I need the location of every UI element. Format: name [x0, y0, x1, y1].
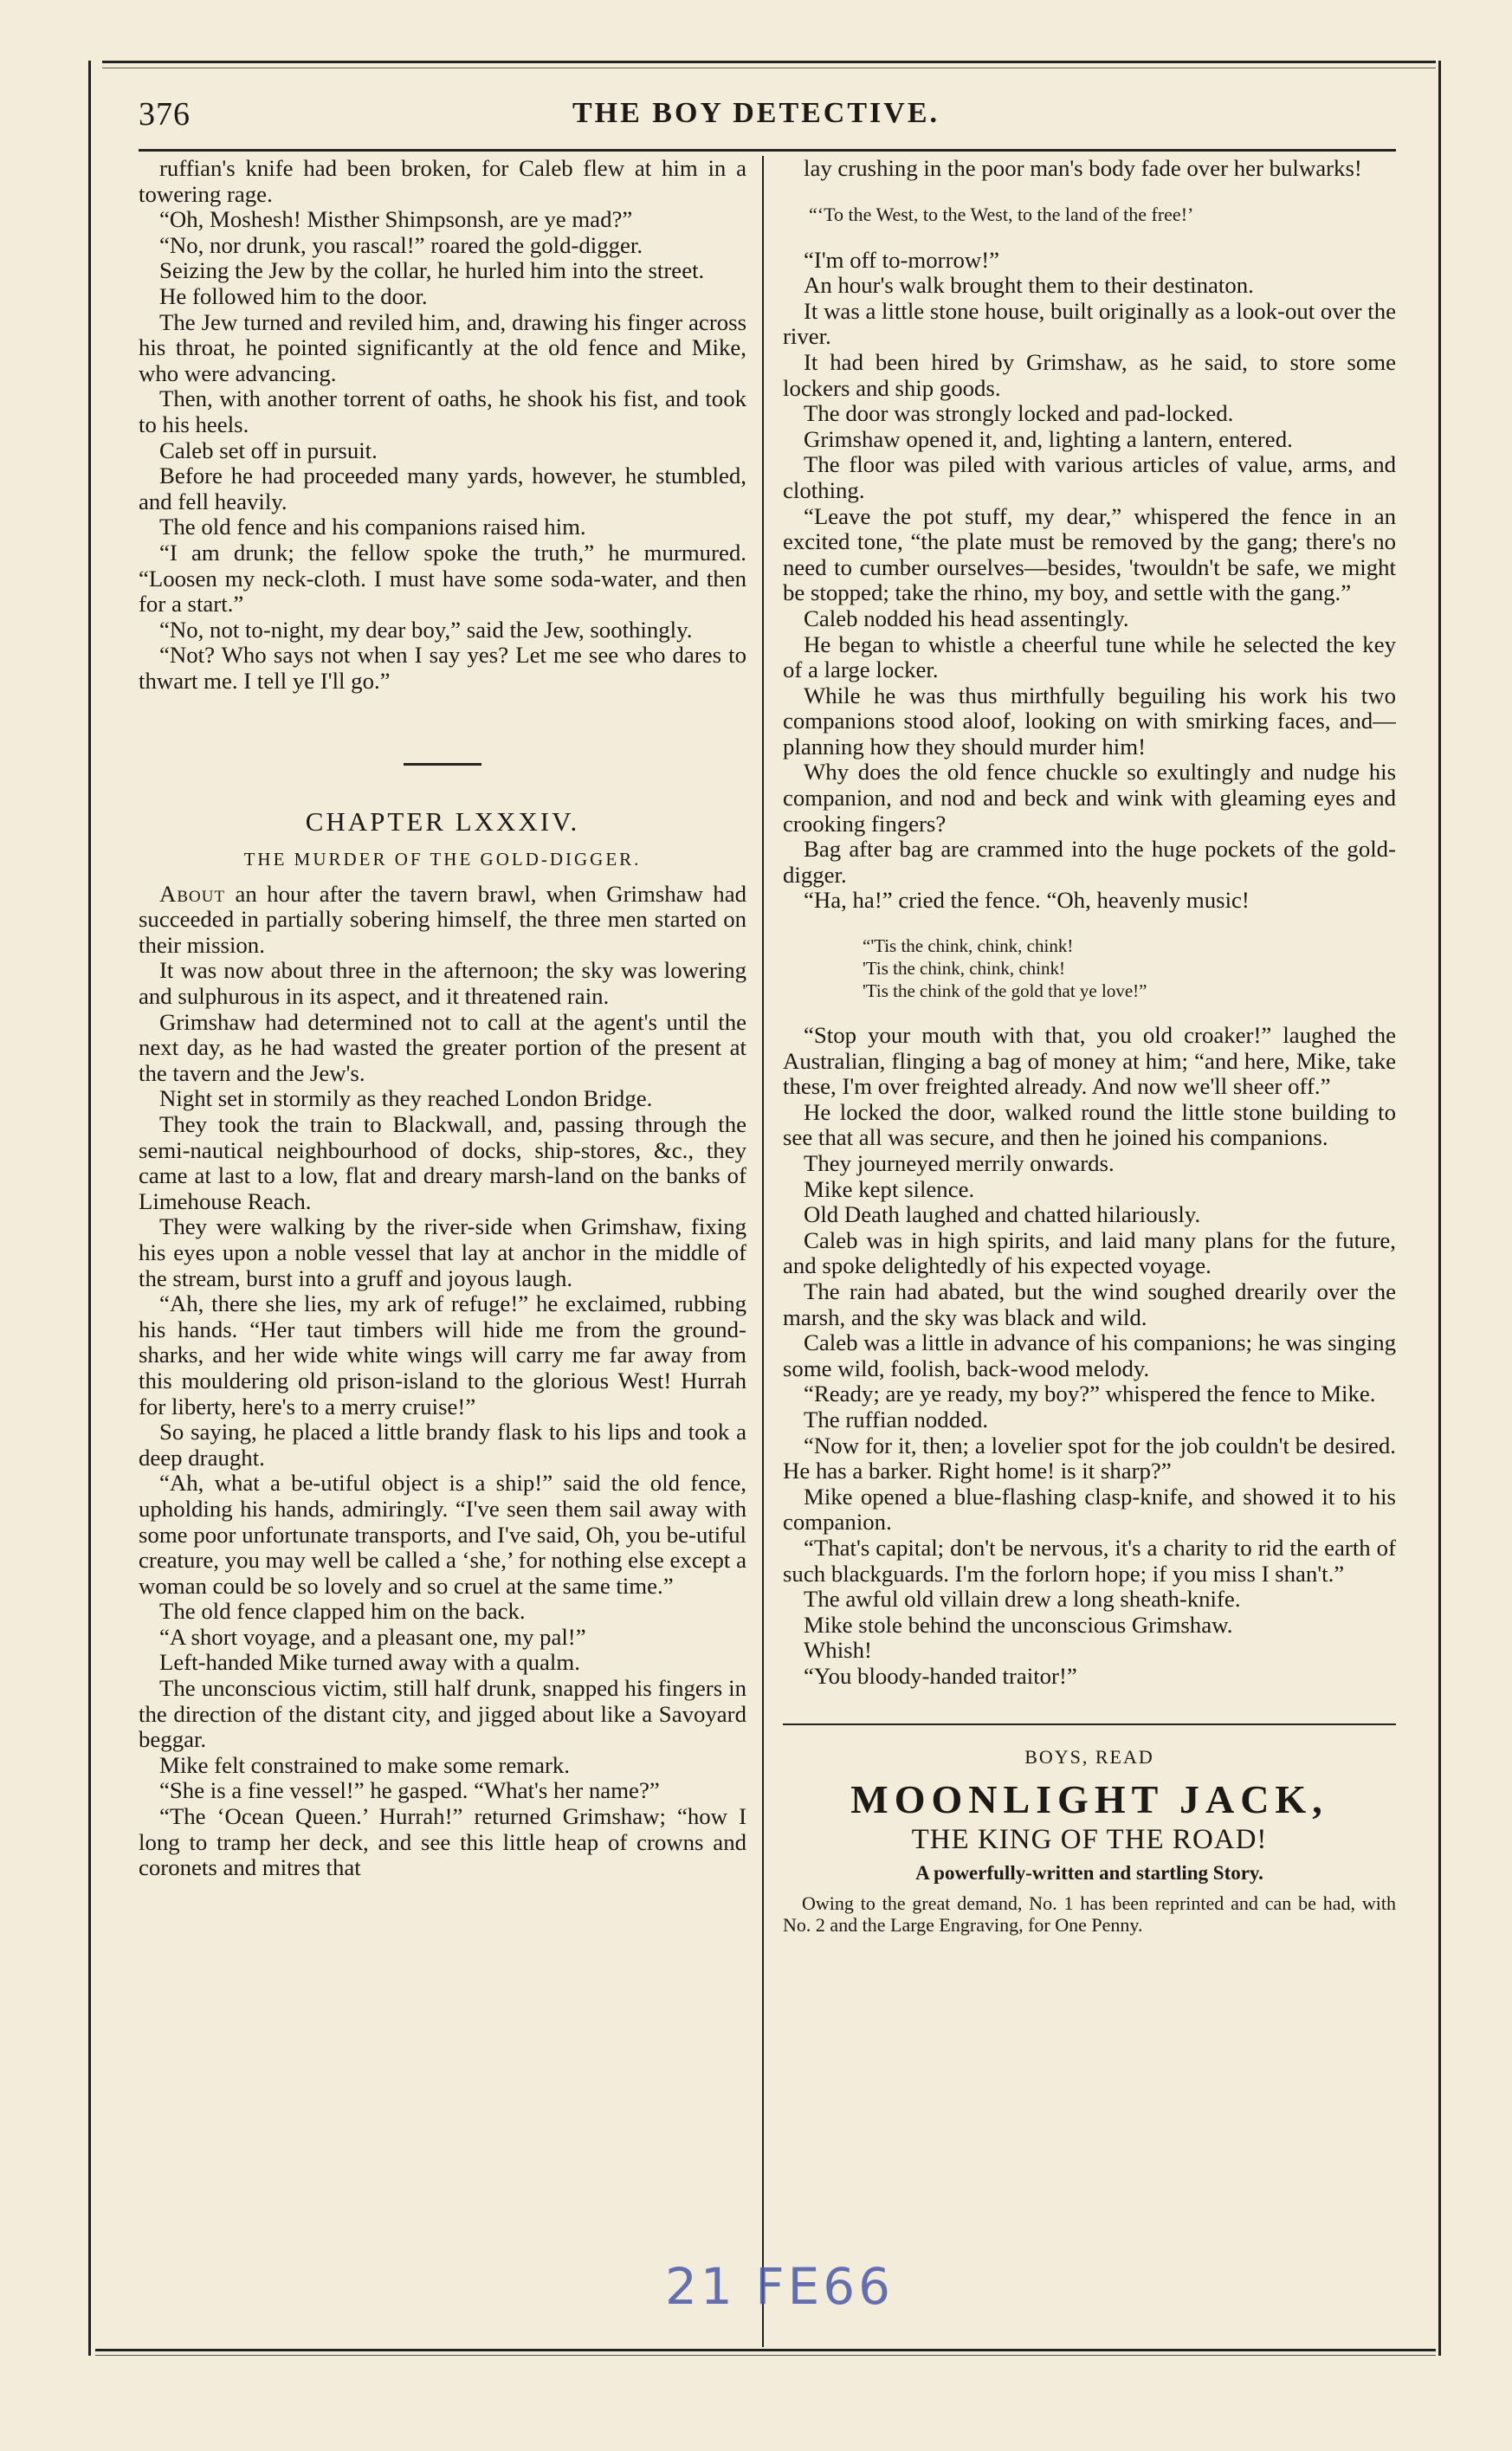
paragraph: “Now for it, then; a lovelier spot for the job couldn't be desired. He has a barker. Right home! is it sharp?” [783, 1432, 1396, 1484]
paragraph: Caleb was a little in advance of his companions; he was singing some wild, foolish, back-wood melody. [783, 1329, 1396, 1381]
paragraph: The rain had abated, but the wind soughed drearily over the marsh, and the sky was black and wild. [783, 1277, 1396, 1330]
paragraph: An hour's walk brought them to their destinaton. [804, 272, 1254, 299]
paragraph: They were walking by the river-side when Grimshaw, fixing his eyes upon a noble vessel that lay at anchor in the middle of the stream, burst into a gruff and joyous laugh. [139, 1213, 746, 1291]
paragraph: Mike opened a blue-flashing clasp-knife, and showed it to his companion. [783, 1483, 1396, 1536]
paragraph: “Stop your mouth with that, you old croaker!” laughed the Australian, flinging a bag of money at him; “and here, Mike, take these, I'm over freighted already. And now we'll sheer off.” [783, 1022, 1396, 1100]
bottom-rule-thin [95, 2355, 1436, 2356]
running-title: THE BOY DETECTIVE. [572, 97, 940, 129]
ad-intro: BOYS, READ [1024, 1746, 1154, 1769]
paragraph: The old fence and his companions raised him. [159, 514, 586, 540]
paragraph: It was now about three in the afternoon; the sky was lowering and sulphurous in its aspect, and it threatened rain. [139, 957, 746, 1010]
chapter-opening-paragraph [139, 882, 746, 959]
paragraph: “No, not to-night, my dear boy,” said the Jew, soothingly. [159, 616, 693, 643]
paragraph: He locked the door, walked round the little stone building to see that all was secure, and then he joined his companions. [783, 1098, 1396, 1151]
paragraph: The unconscious victim, still half drunk, snapped his fingers in the direction of the distant city, and jigged about like a Savoyard beggar. [139, 1675, 746, 1753]
section-separator [404, 763, 481, 766]
top-rule [102, 61, 1436, 63]
chapter-subtitle: THE MURDER OF THE GOLD-DIGGER. [243, 849, 642, 870]
paragraph: The awful old villain drew a long sheath-knife. [804, 1586, 1241, 1613]
advertisement [783, 1723, 1396, 1936]
paragraph: The floor was piled with various articles of value, arms, and clothing. [783, 451, 1396, 503]
paragraph: The door was strongly locked and pad-locked. [804, 400, 1234, 427]
right-column-bottom-text [783, 1023, 1396, 1689]
paragraph: Caleb was in high spirits, and laid many plans for the future, and spoke delightedly of his expected voyage. [783, 1226, 1396, 1279]
library-date-stamp: 21 FE66 [665, 2257, 895, 2316]
paragraph: “I am drunk; the fellow spoke the truth,” he murmured. “Loosen my neck-cloth. I must have some soda-water, and then for a start.” [139, 539, 746, 618]
song-line: “'Tis the chink, chink, chink! [863, 935, 1074, 957]
paragraph: Caleb set off in pursuit. [159, 437, 378, 463]
ad-title: MOONLIGHT JACK, [850, 1777, 1328, 1822]
paragraph: The old fence clapped him on the back. [159, 1598, 526, 1625]
paragraph: lay crushing in the poor man's body fade over her bulwarks! [804, 156, 1362, 181]
paragraph: Whish! [804, 1637, 872, 1664]
paragraph: Then, with another torrent of oaths, he shook his fist, and took to his heels. [139, 385, 746, 437]
paragraph: Bag after bag are crammed into the huge pockets of the gold-digger. [783, 836, 1396, 888]
paragraph: “I'm off to-morrow!” [804, 246, 1000, 273]
paragraph: While he was thus mirthfully beguiling his work his two companions stood aloof, looking on with smirking faces, and—planning how they should murder him! [783, 682, 1396, 760]
paragraph: Before he had proceeded many yards, however, he stumbled, and fell heavily. [139, 462, 746, 514]
paragraph: Night set in stormily as they reached London Bridge. [159, 1085, 653, 1112]
paragraph: Old Death laughed and chatted hilariously. [804, 1201, 1201, 1228]
page-number: 376 [139, 96, 191, 133]
paragraph: Caleb nodded his head assentingly. [804, 605, 1129, 631]
paragraph: “Not? Who says not when I say yes? Let me see who dares to thwart me. I tell ye I'll go.” [139, 642, 746, 694]
header-rule [139, 149, 1396, 152]
paragraph: “You bloody-handed traitor!” [804, 1662, 1077, 1689]
paragraph: So saying, he placed a little brandy flask to his lips and took a deep draught. [139, 1419, 746, 1471]
paragraph: “Ah, what a be-utiful object is a ship!” said the old fence, upholding his hands, admiringly. “I've seen them sail away with some poor unfortunate transports, and I've said, Oh, you be-utiful creature, you may well be called a ‘she,’ for nothing else except a woman could be so lovely and so cruel at the same time.” [139, 1470, 746, 1599]
paragraph: Mike felt constrained to make some remark. [159, 1751, 570, 1778]
chapter-text [139, 958, 746, 1880]
opening-text: an hour after the tavern brawl, when Grimshaw had succeeded in partially sobering himself, the three men started on their mission. [139, 880, 746, 958]
chapter-title: CHAPTER LXXXIV. [305, 806, 580, 837]
right-column-middle-text [783, 248, 1396, 914]
paragraph: Left-handed Mike turned away with a qualm. [159, 1649, 580, 1676]
left-column [139, 156, 746, 2343]
paragraph: “The ‘Ocean Queen.’ Hurrah!” returned Grimshaw; “how I long to tramp her deck, and see this little heap of crowns and coronets and mitres that [139, 1803, 746, 1881]
paragraph: ruffian's knife had been broken, for Caleb flew at him in a towering rage. [139, 156, 746, 207]
right-column [783, 156, 1396, 2343]
ad-tagline: A powerfully-written and startling Story. [915, 1861, 1263, 1884]
paragraph: “Ha, ha!” cried the fence. “Oh, heavenly music! [804, 887, 1250, 914]
paragraph: He began to whistle a cheerful tune while he selected the key of a large locker. [783, 631, 1396, 683]
paragraph: They took the train to Blackwall, and, passing through the semi-nautical neighbourhood of docks, ship-stores, &c., they came at last to a low, flat and dreary marsh-land on the banks of Limehouse Reach. [139, 1111, 746, 1214]
paragraph: It had been hired by Grimshaw, as he said, to store some lockers and ship goods. [783, 348, 1396, 401]
paragraph: Seizing the Jew by the collar, he hurled him into the street. [159, 257, 705, 284]
paragraph: “Ah, there she lies, my ark of refuge!” he exclaimed, rubbing his hands. “Her taut timbers will hide me from the ground-sharks, and her wide white wings will carry me far away from this mouldering old prison-island to the glorious West! Hurrah for liberty, here's to a merry cruise!” [139, 1290, 746, 1420]
paragraph: The Jew turned and reviled him, and, drawing his finger across his throat, he pointed significantly at the old fence and Mike, who were advancing. [139, 308, 746, 386]
paragraph: They journeyed merrily onwards. [804, 1150, 1115, 1176]
verse-quote: “‘To the West, to the West, to the land of the free!’ [809, 203, 1194, 225]
bottom-rule [95, 2349, 1436, 2351]
paragraph: The ruffian nodded. [804, 1406, 989, 1432]
song-line: 'Tis the chink, chink, chink! [863, 958, 1065, 980]
paragraph: “That's capital; don't be nervous, it's a charity to rid the earth of such blackguards. I'm the forlorn hope; if you miss I shan't.” [783, 1534, 1396, 1587]
left-column-text [139, 156, 746, 694]
paragraph: Grimshaw had determined not to call at the agent's until the next day, as he had wasted the greater portion of the present at the tavern and the Jew's. [139, 1008, 746, 1086]
song-line: 'Tis the chink of the gold that ye love!” [863, 980, 1147, 1002]
paragraph: “Leave the pot stuff, my dear,” whispered the fence in an excited tone, “the plate must be removed by the gang; there's no need to cumber ourselves—besides, 'twouldn't be safe, we might be stopped; take the rhino, my boy, and settle with the gang.” [783, 502, 1396, 606]
paragraph: Grimshaw opened it, and, lighting a lantern, entered. [804, 425, 1293, 452]
paragraph: “A short voyage, and a pleasant one, my pal!” [159, 1623, 586, 1650]
right-column-text [783, 156, 1396, 182]
opening-word: About [159, 880, 226, 907]
paragraph: He followed him to the door. [159, 282, 428, 309]
paragraph: Why does the old fence chuckle so exultingly and nudge his companion, and nod and beck and wink with gleaming eyes and crooking fingers? [783, 759, 1396, 837]
paragraph: “No, nor drunk, you rascal!” roared the gold-digger. [159, 231, 643, 258]
ad-subtitle: THE KING OF THE ROAD! [911, 1824, 1268, 1856]
paragraph: “Ready; are ye ready, my boy?” whispered the fence to Mike. [804, 1381, 1376, 1407]
paragraph: “She is a fine vessel!” he gasped. “What's her name?” [159, 1777, 660, 1804]
advertisement-rule [783, 1723, 1396, 1725]
paragraph: “Oh, Moshesh! Misther Shimpsonsh, are ye mad?” [159, 206, 633, 233]
column-divider [762, 156, 764, 2347]
paragraph: It was a little stone house, built originally as a look-out over the river. [783, 297, 1396, 350]
paragraph: Mike stole behind the unconscious Grimshaw. [804, 1611, 1233, 1638]
paragraph: Mike kept silence. [804, 1175, 975, 1202]
ad-body: Owing to the great demand, No. 1 has been reprinted and can be had, with No. 2 and the Large Engraving, for One Penny. [783, 1892, 1396, 1937]
song-quote [863, 934, 1396, 1002]
